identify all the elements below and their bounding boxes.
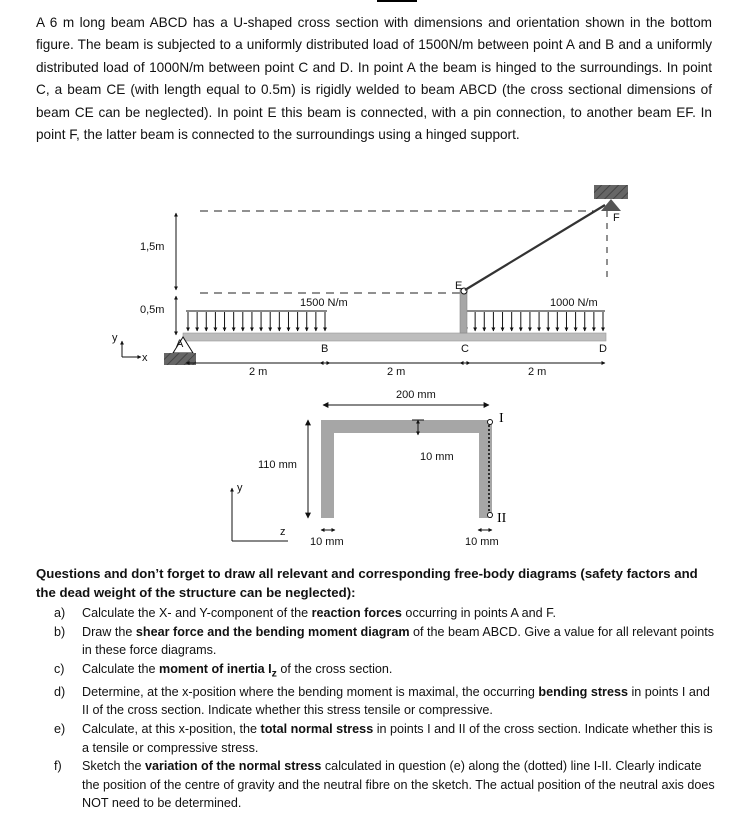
- question-c: [36, 660, 716, 683]
- load-ab-arrows: [188, 312, 325, 331]
- question-b-text-end: of the beam ABCD. Give a value for all relevant points in these force diagrams.: [82, 624, 715, 658]
- dim-label-05: 0,5m: [140, 304, 165, 316]
- question-c-label: c): [54, 661, 65, 676]
- question-d-bold: bending stress: [538, 684, 628, 699]
- question-f-bold: variation of the normal stress: [145, 759, 322, 774]
- load-ab-label: 1500 N/m: [300, 297, 348, 309]
- question-a-text-end: occurring in points A and F.: [401, 606, 556, 620]
- load-cd-label: 1000 N/m: [550, 297, 598, 309]
- load-cd-arrows: [466, 312, 603, 331]
- span-bc-label: 2 m: [387, 366, 406, 378]
- question-a-text: Calculate the X- and Y-component of the: [82, 606, 312, 620]
- cs-left-web-label: 10 mm: [310, 536, 344, 548]
- axis-x-label: x: [142, 352, 148, 364]
- u-cross-section: [321, 420, 492, 518]
- question-f: [36, 757, 716, 813]
- question-c-text-end: of the cross section.: [276, 661, 393, 676]
- question-e-bold: total normal stress: [260, 722, 374, 737]
- question-f-text: Sketch the: [82, 759, 146, 774]
- problem-statement: A 6 m long beam ABCD has a U-shaped cross section with dimensions and orientation shown in the bottom figure. The beam is subjected to a uniformly distributed load of 1500N/m between point A and B and a uniformly distributed load of 1000N/m between point C and D. In point A the beam is hinged to the surroundings. In point C, a beam CE (with length equal to 0.5m) is rigidly welded to beam ABCD (the cross sectional dimensions of beam CE can be neglected). In point E this beam is connected, with a pin connection, to another beam EF. In point F, the latter beam is connected to the surroundings using a hinged support.: [36, 15, 712, 143]
- span-cd-label: 2 m: [528, 366, 547, 378]
- question-c-subscript: z: [271, 667, 277, 680]
- global-axes: [122, 341, 141, 357]
- point-e-label: E: [455, 280, 463, 292]
- point-a-label: A: [176, 338, 184, 350]
- question-e-text: Calculate, at this x-position, the: [82, 722, 261, 737]
- question-e-text-end: in points I and II of the cross section. Indicate whether this is a tensile or compressive stress.: [82, 722, 713, 755]
- point-b-label: B: [321, 343, 329, 355]
- beam-ef: [465, 205, 605, 290]
- question-b-label: b): [54, 624, 66, 639]
- questions-list: [36, 604, 716, 813]
- question-d-text-end: in points I and II of the cross section. Indicate whether this stress tensile or compressive.: [82, 684, 710, 718]
- question-b: [36, 623, 716, 660]
- support-f-ground: [594, 185, 628, 199]
- load-cd: [463, 311, 605, 331]
- cs-point-ii: [488, 513, 493, 518]
- question-d: [36, 683, 716, 720]
- question-c-bold: moment of inertia I: [159, 661, 272, 676]
- point-d-label: D: [599, 343, 607, 355]
- question-f-text-end: calculated in question (e) along the (dotted) line I-II. Clearly indicate the position of the centre of gravity and the neutral fibre on the sketch. The actual position of the neutral axis does NOT need to be determined.: [82, 759, 715, 811]
- question-b-text: Draw the: [82, 624, 136, 639]
- question-d-text: Determine, at the x-position where the bending moment is maximal, the occurring: [82, 684, 539, 699]
- question-e-label: e): [54, 722, 66, 737]
- cs-axis-z-label: z: [280, 526, 286, 538]
- beam-ce: [460, 289, 467, 333]
- question-d-label: d): [54, 684, 66, 699]
- point-c-label: C: [461, 343, 469, 355]
- question-e: [36, 720, 716, 757]
- cs-flange-label: 10 mm: [420, 451, 454, 463]
- dim-label-15: 1,5m: [140, 241, 165, 253]
- axis-y-label: y: [112, 332, 118, 344]
- question-a-bold: reaction forces: [311, 606, 402, 620]
- beam-figure: [0, 175, 748, 555]
- cs-point-i-label: I: [499, 411, 504, 426]
- cs-right-web-label: 10 mm: [465, 536, 499, 548]
- beam-abcd: [183, 333, 606, 341]
- question-f-label: f): [54, 759, 62, 774]
- load-ab: [186, 311, 327, 331]
- cs-point-ii-label: II: [497, 511, 507, 526]
- top-rule: [377, 0, 417, 2]
- cs-point-i: [488, 420, 493, 425]
- cs-height-label: 110 mm: [258, 459, 297, 471]
- questions-header: Questions and don’t forget to draw all relevant and corresponding free-body diagrams (safety factors and the dead weight of the structure can be neglected):: [36, 566, 698, 600]
- cs-width-label: 200 mm: [396, 389, 436, 401]
- point-f-label: F: [613, 212, 620, 224]
- cs-axis-y-label: y: [237, 482, 243, 494]
- question-c-text: Calculate the: [82, 661, 160, 676]
- question-a-label: a): [54, 606, 66, 620]
- question-a: [36, 604, 716, 623]
- question-b-bold: shear force and the bending moment diagram: [135, 624, 410, 639]
- span-ab-label: 2 m: [249, 366, 268, 378]
